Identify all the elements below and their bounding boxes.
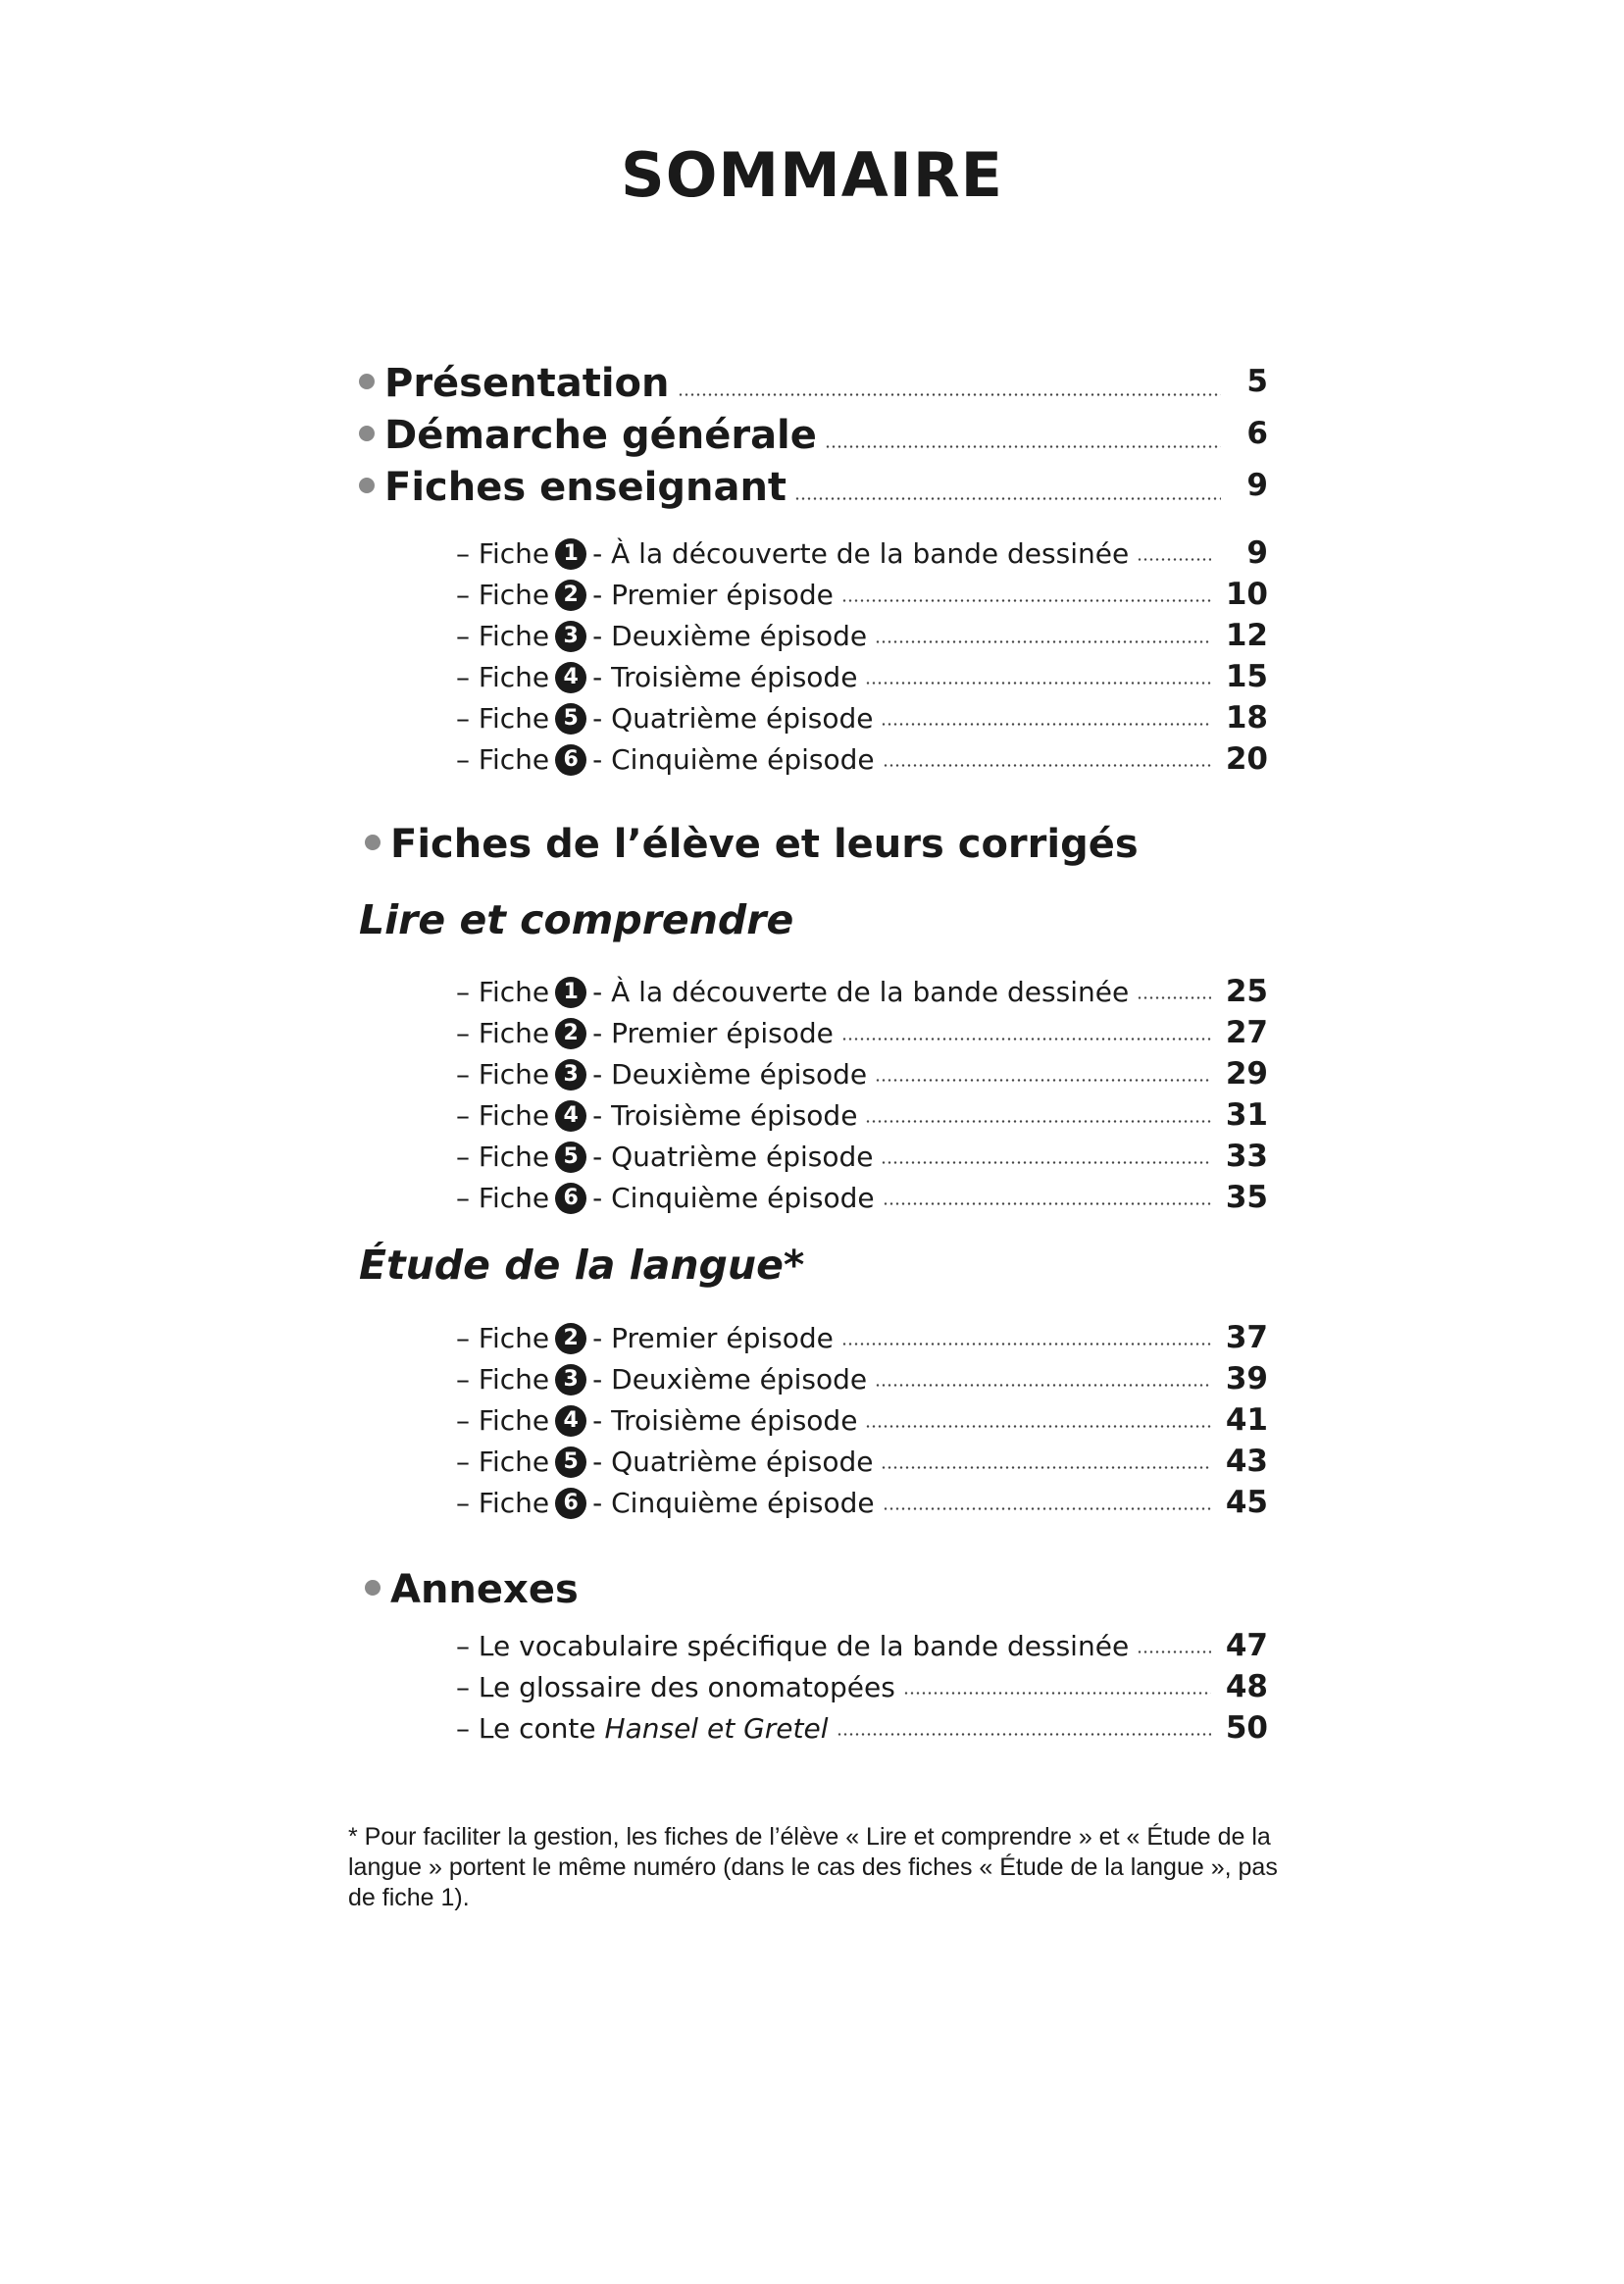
dot-leader [837,1733,1212,1736]
dot-leader [841,599,1211,602]
fiche-prefix: – Fiche [456,1099,550,1132]
fiche-title: - Cinquième épisode [592,1487,875,1519]
toc-fiche-entry[interactable] [456,974,1268,1009]
bullet-icon [365,835,381,850]
bullet-icon [359,426,375,441]
page-number: 47 [1225,1628,1268,1663]
fiche-title: - Deuxième épisode [592,620,868,652]
fiche-title: - Troisième épisode [592,1099,858,1132]
page-number: 6 [1246,416,1268,451]
toc-fiche-entry[interactable] [456,1097,1268,1133]
number-circle-icon: 4 [555,1405,586,1437]
dot-leader [875,1384,1211,1387]
fiche-title: - Cinquième épisode [592,743,875,776]
number-circle-icon: 3 [555,1364,586,1396]
toc-fiche-entry[interactable] [456,1361,1268,1396]
section-label: Fiches de l’élève et leurs corrigés [390,822,1139,867]
toc-fiche-entry[interactable] [456,741,1268,777]
number-circle-icon: 2 [555,580,586,611]
fiche-prefix: – Fiche [456,1017,550,1049]
number-circle-icon: 4 [555,662,586,693]
page-number: 29 [1225,1056,1268,1091]
number-circle-icon: 5 [555,1142,586,1173]
dot-leader [883,1507,1211,1510]
fiche-title: - Troisième épisode [592,661,858,693]
fiche-title: - À la découverte de la bande dessinée [592,537,1130,570]
fiche-prefix: – Fiche [456,537,550,570]
page-number: 5 [1246,364,1268,399]
entry-label: – Le vocabulaire spécifique de la bande dessinée [456,1630,1130,1662]
fiche-title: - Quatrième épisode [592,1141,874,1173]
page-number: 43 [1225,1444,1268,1479]
fiche-prefix: – Fiche [456,1058,550,1091]
number-circle-icon: 3 [555,621,586,652]
toc-fiche-entry[interactable] [456,1320,1268,1355]
fiche-prefix: – Fiche [456,1141,550,1173]
page-number: 31 [1225,1097,1268,1133]
dot-leader [903,1692,1211,1695]
page-number: 12 [1225,618,1268,653]
toc-fiche-entry[interactable] [456,1180,1268,1215]
page-number: 27 [1225,1015,1268,1050]
entry-label: – Le conte [456,1712,605,1745]
bullet-icon [365,1580,381,1596]
toc-fiche-entry[interactable] [456,577,1268,612]
number-circle-icon: 1 [555,977,586,1008]
number-circle-icon: 1 [555,538,586,570]
page-number: 37 [1225,1320,1268,1355]
fiche-prefix: – Fiche [456,702,550,735]
page-number: 9 [1246,535,1268,571]
fiche-title: - Deuxième épisode [592,1363,868,1396]
page-number: 45 [1225,1485,1268,1520]
entry-label-italic: Hansel et Gretel [604,1712,829,1745]
footnote: * Pour faciliter la gestion, les fiches de l’élève « Lire et comprendre » et « Étude de la langue » portent le même numéro (dans le cas des fiches « Étude de la langue », pas de fiche 1). [348,1823,1278,1911]
page-number: 20 [1225,741,1268,777]
number-circle-icon: 6 [555,1488,586,1519]
dot-leader [1137,558,1211,561]
dot-leader [865,1120,1211,1123]
fiche-title: - Deuxième épisode [592,1058,868,1091]
fiche-prefix: – Fiche [456,1322,550,1354]
number-circle-icon: 6 [555,1183,586,1214]
dot-leader [1137,996,1211,999]
section-label: Annexes [390,1567,579,1612]
fiche-title: - Premier épisode [592,1017,834,1049]
fiche-prefix: – Fiche [456,1404,550,1437]
fiche-title: - Quatrième épisode [592,1446,874,1478]
toc-entry-annexe-conte[interactable] [456,1710,1268,1746]
page-number: 10 [1225,577,1268,612]
dot-leader [875,1079,1211,1082]
dot-leader [794,497,1221,500]
number-circle-icon: 5 [555,703,586,735]
dot-leader [841,1038,1211,1040]
fiche-prefix: – Fiche [456,1363,550,1396]
number-circle-icon: 6 [555,744,586,776]
entry-label: Présentation [384,361,670,406]
entry-label: – Le glossaire des onomatopées [456,1671,895,1703]
subsection-heading-lire: Lire et comprendre [359,896,794,943]
toc-fiche-entry[interactable] [456,1139,1268,1174]
fiche-prefix: – Fiche [456,579,550,611]
page-number: 35 [1225,1180,1268,1215]
page-number: 41 [1225,1402,1268,1438]
page-number: 25 [1225,974,1268,1009]
fiche-prefix: – Fiche [456,620,550,652]
dot-leader [825,445,1221,448]
number-circle-icon: 2 [555,1018,586,1049]
number-circle-icon: 2 [555,1323,586,1354]
toc-entry-annexe-vocabulaire[interactable] [456,1628,1268,1663]
entry-label: Fiches enseignant [384,465,787,510]
fiche-title: - Troisième épisode [592,1404,858,1437]
page-number: 9 [1246,468,1268,503]
toc-fiche-entry[interactable] [456,618,1268,653]
page-number: 50 [1225,1710,1268,1746]
fiche-prefix: – Fiche [456,1487,550,1519]
toc-entry-presentation[interactable] [359,361,1268,406]
toc-fiche-entry[interactable] [456,1402,1268,1438]
number-circle-icon: 3 [555,1059,586,1091]
dot-leader [841,1343,1211,1345]
section-heading-annexes [365,1567,579,1612]
dot-leader [865,1425,1211,1428]
fiche-prefix: – Fiche [456,976,550,1008]
dot-leader [883,1202,1211,1205]
toc-fiche-entry[interactable] [456,700,1268,736]
fiche-title: - Quatrième épisode [592,702,874,735]
dot-leader [875,640,1211,643]
fiche-title: - Premier épisode [592,1322,834,1354]
dot-leader [865,682,1211,685]
toc-fiche-entry[interactable] [456,1485,1268,1520]
fiche-prefix: – Fiche [456,661,550,693]
section-heading-eleve [365,822,1139,867]
fiche-title: - Cinquième épisode [592,1182,875,1214]
page-title: SOMMAIRE [621,139,1003,211]
fiche-prefix: – Fiche [456,1446,550,1478]
toc-entry-fiches-enseignant[interactable] [359,465,1268,510]
toc-fiche-entry[interactable] [456,535,1268,571]
bullet-icon [359,374,375,389]
fiche-title: - À la découverte de la bande dessinée [592,976,1130,1008]
toc-fiche-entry[interactable] [456,1444,1268,1479]
toc-fiche-entry[interactable] [456,659,1268,694]
number-circle-icon: 5 [555,1447,586,1478]
page-number: 39 [1225,1361,1268,1396]
toc-fiche-entry[interactable] [456,1015,1268,1050]
fiche-title: - Premier épisode [592,579,834,611]
fiche-prefix: – Fiche [456,743,550,776]
toc-entry-annexe-glossaire[interactable] [456,1669,1268,1704]
page-number: 48 [1225,1669,1268,1704]
dot-leader [881,1161,1211,1164]
page-number: 33 [1225,1139,1268,1174]
number-circle-icon: 4 [555,1100,586,1132]
bullet-icon [359,478,375,493]
dot-leader [678,393,1222,396]
subsection-heading-etude: Étude de la langue* [359,1242,805,1289]
dot-leader [881,723,1211,726]
entry-label: Démarche générale [384,413,817,458]
dot-leader [1137,1650,1211,1653]
page-number: 18 [1225,700,1268,736]
toc-fiche-entry[interactable] [456,1056,1268,1091]
dot-leader [881,1466,1211,1469]
fiche-prefix: – Fiche [456,1182,550,1214]
dot-leader [883,764,1211,767]
toc-entry-demarche[interactable] [359,413,1268,458]
page-number: 15 [1225,659,1268,694]
